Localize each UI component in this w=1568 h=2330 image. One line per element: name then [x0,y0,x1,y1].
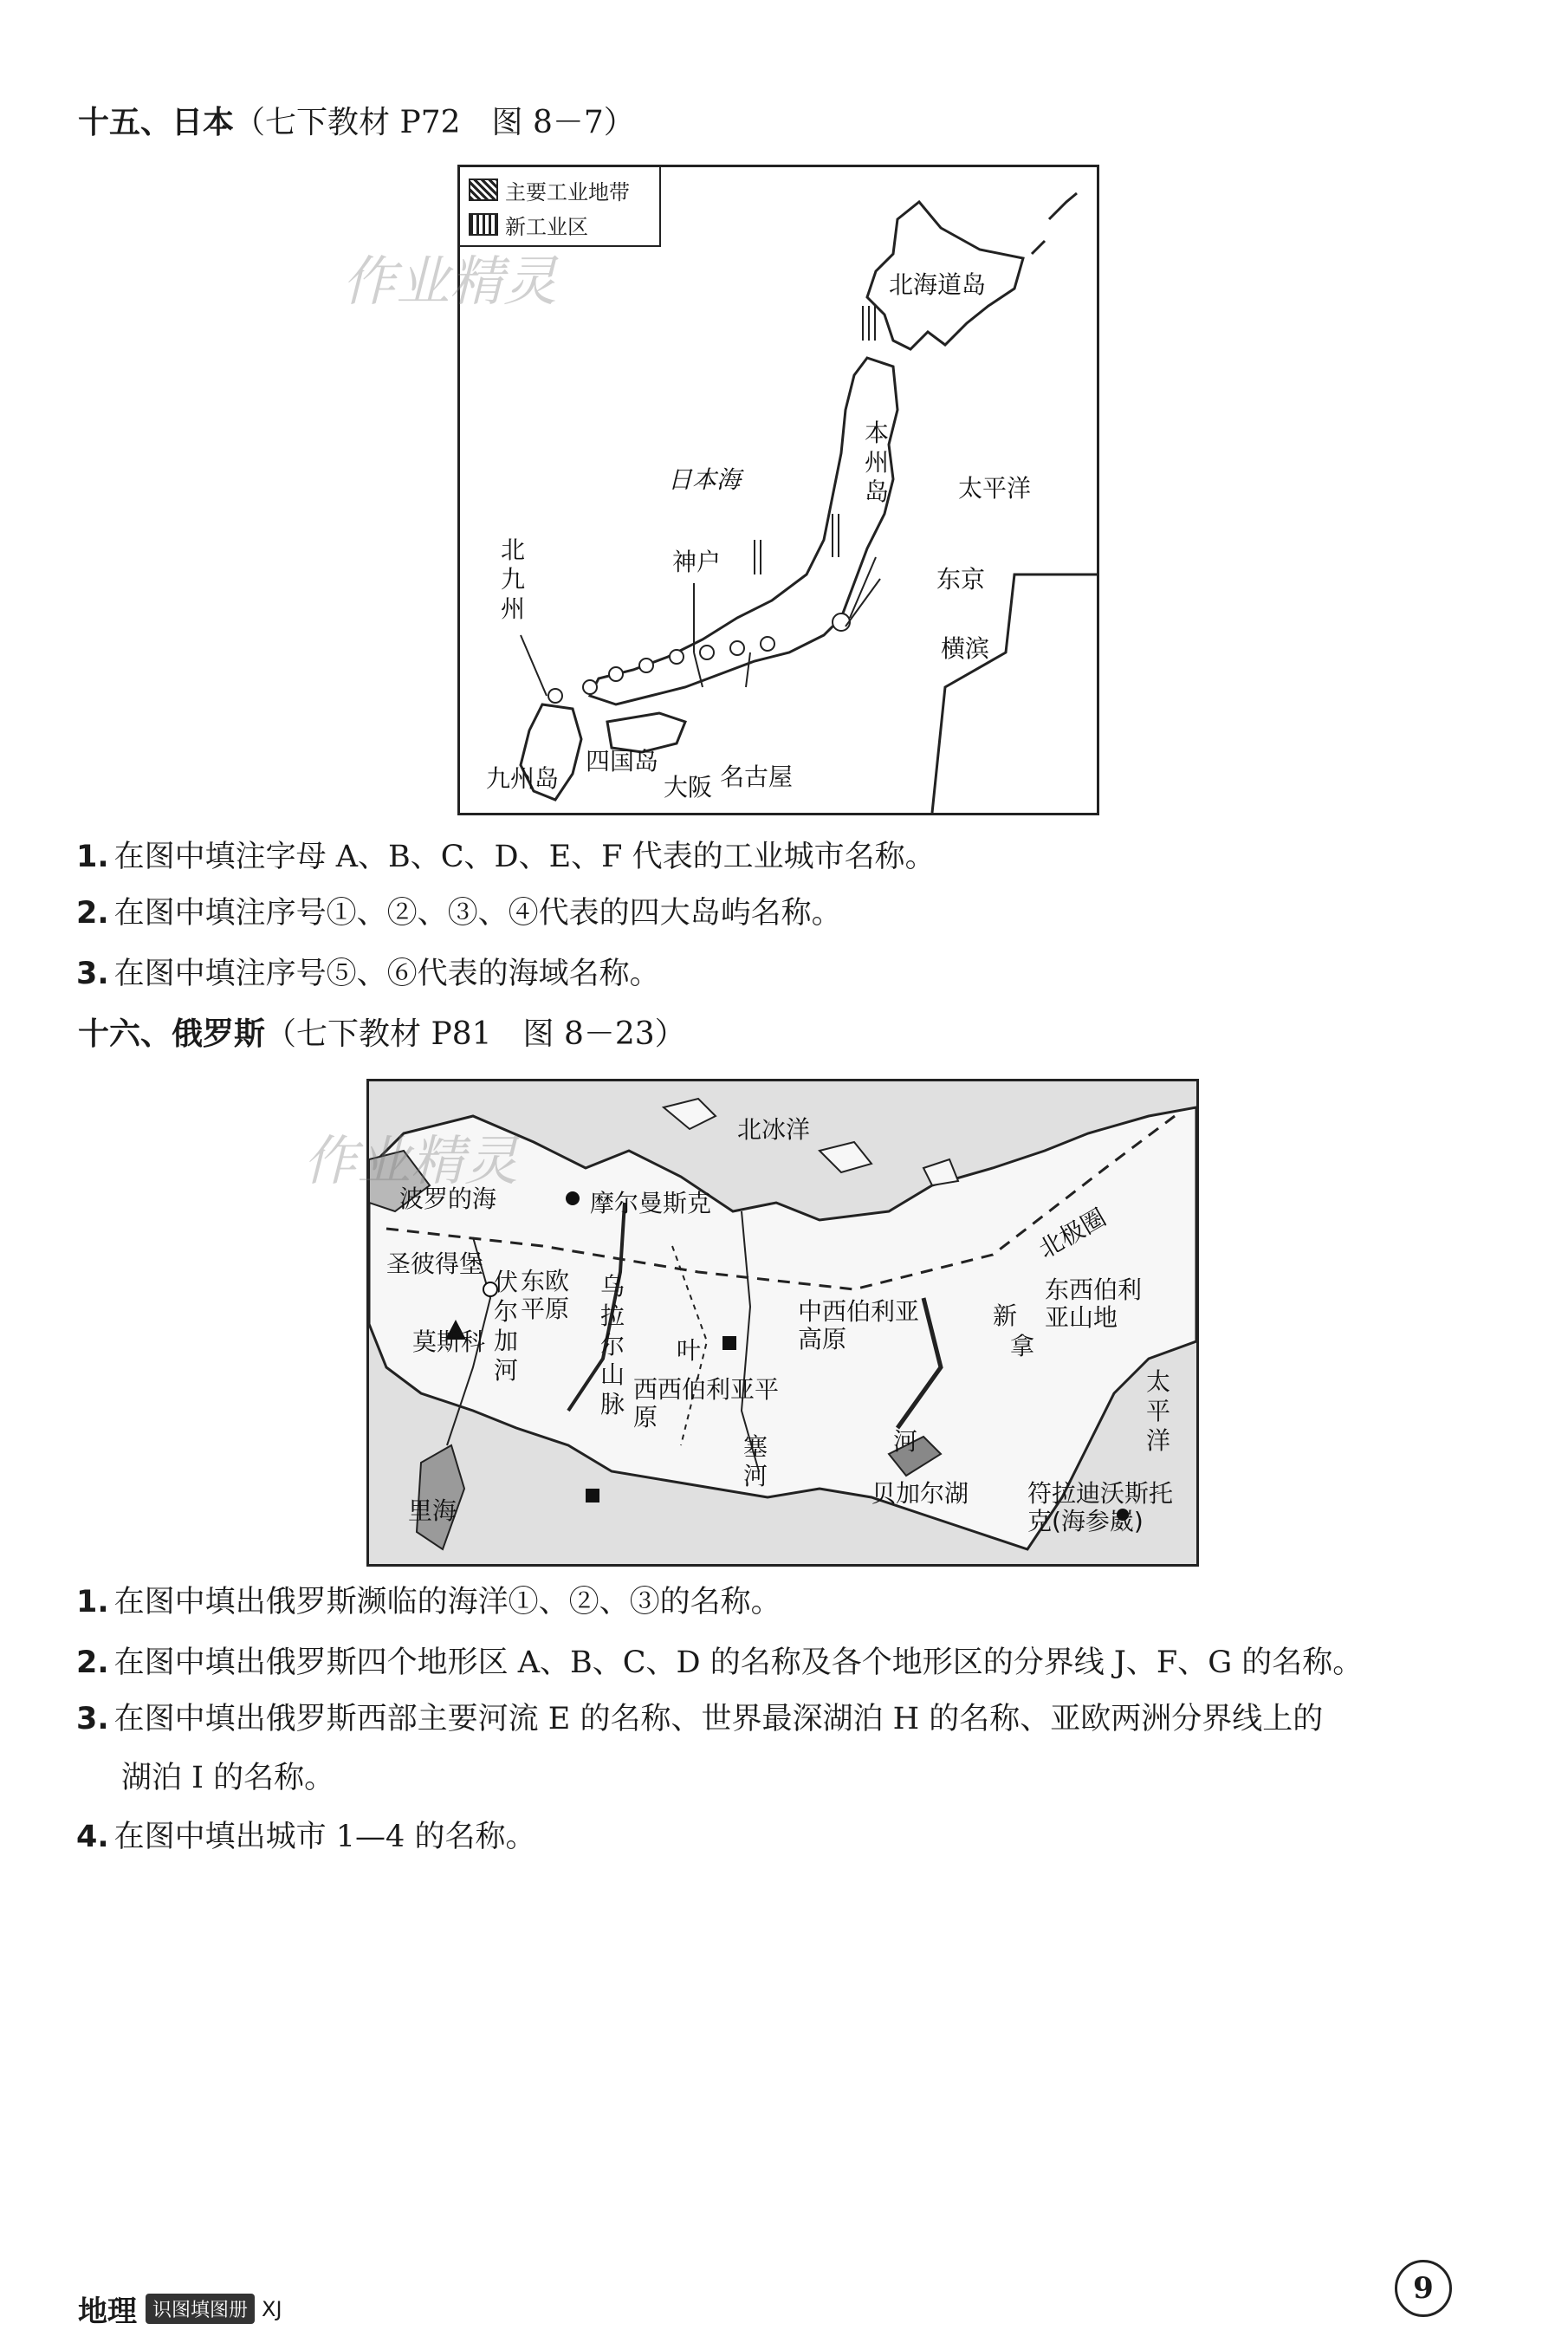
label-arctic-circle: 北极圈 [1033,1203,1111,1264]
question-text: 在图中填出城市 1—4 的名称。 [113,1820,536,1854]
label-east-european-plain: 东欧平原 [521,1267,570,1323]
label-hokkaido: 北海道岛 [889,270,987,299]
label-xin: 新 [993,1301,1018,1330]
russia-question-4 [76,1816,535,1858]
japan-question-2 [76,892,842,934]
label-central-siberian-plateau: 中西伯利亚高原 [798,1297,920,1353]
label-ural-mountains: 乌拉尔山脉 [599,1272,625,1418]
footer-book-title: 识图填图册 [146,2294,255,2324]
section-16-number: 十六、 [78,1016,172,1052]
label-caspian: 里海 [408,1496,457,1525]
footer-subject: 地理 [78,2294,137,2329]
question-number: 1. [76,840,109,874]
japan-question-3 [76,953,660,995]
watermark-1: 作业精灵 [342,250,558,313]
label-st-petersburg: 圣彼得堡 [386,1249,484,1278]
watermark-2: 作业精灵 [303,1129,519,1192]
label-pacific-japan: 太平洋 [958,474,1032,503]
label-moscow: 莫斯科 [412,1327,486,1356]
question-text: 在图中填出俄罗斯濒临的海洋①、②、③的名称。 [113,1585,781,1619]
section-15-number: 十五、 [78,105,172,140]
question-number: 1. [76,1585,109,1619]
label-shikoku: 四国岛 [586,747,659,776]
section-15-reference: （七下教材 P72 图 8－7） [234,105,635,140]
label-nagoya: 名古屋 [720,763,794,791]
legend-industrial-belt [469,174,630,205]
label-sai-river: 塞河 [742,1432,768,1490]
label-kobe: 神户 [672,548,722,576]
question-text: 在图中填注序号⑤、⑥代表的海域名称。 [113,957,660,991]
label-baltic-sea: 波罗的海 [399,1184,497,1213]
label-pacific-russia: 太平洋 [1145,1367,1170,1455]
section-16-title: 俄罗斯 [172,1016,266,1052]
section-16-heading [78,1014,686,1055]
russia-question-1 [76,1581,781,1623]
question-number: 2. [76,1645,109,1680]
question-text: 在图中填注字母 A、B、C、D、E、F 代表的工业城市名称。 [113,840,936,874]
question-text: 在图中填注序号①、②、③、④代表的四大岛屿名称。 [113,896,842,931]
label-arctic-ocean: 北冰洋 [737,1115,811,1144]
russia-question-2 [76,1642,1363,1684]
legend-new-industrial-area [469,209,588,240]
label-river-char: 河 [893,1427,918,1456]
label-west-siberian-plain: 西西伯利亚平原 [633,1375,780,1431]
label-na: 拿 [1010,1332,1035,1360]
question-number: 4. [76,1820,109,1854]
japan-map-legend [460,167,661,247]
label-tokyo: 东京 [936,565,986,594]
label-kitakyushu: 北九州 [500,535,525,623]
question-text: 在图中填出俄罗斯西部主要河流 E 的名称、世界最深湖泊 H 的名称、亚欧两洲分界线上的 [113,1702,1324,1736]
label-volga-river: 伏尔加河 [493,1268,518,1385]
section-15-heading [78,102,635,144]
japan-question-1 [76,836,936,878]
question-number: 2. [76,896,109,931]
label-baikal: 贝加尔湖 [871,1479,969,1508]
section-16-reference: （七下教材 P81 图 8－23） [265,1016,686,1052]
label-sea-of-japan: 日本海 [668,465,742,494]
question-text: 在图中填出俄罗斯四个地形区 A、B、C、D 的名称及各个地形区的分界线 J、F、G 的名称。 [113,1645,1364,1680]
footer-version: XJ [262,2296,282,2321]
label-murmansk: 摩尔曼斯克 [590,1189,712,1217]
legend-industrial-belt-label: 主要工业地带 [505,179,630,204]
russia-question-3 [76,1698,1323,1740]
label-yokohama: 横滨 [941,634,990,663]
label-osaka: 大阪 [664,773,713,802]
section-15-title: 日本 [172,105,235,140]
label-east-siberian-mountains: 东西伯利亚山地 [1045,1275,1143,1332]
legend-new-industrial-label: 新工业区 [505,214,588,239]
page-footer [78,2288,282,2330]
page-number: 9 [1395,2260,1452,2317]
russia-question-3-continued: 湖泊 I 的名称。 [121,1761,335,1795]
industrial-belt-swatch [469,178,498,201]
question-number: 3. [76,957,109,991]
label-vladivostok: 符拉迪沃斯托克(海参崴) [1027,1479,1174,1535]
label-ye: 叶 [677,1336,702,1365]
question-number: 3. [76,1702,109,1736]
label-kyushu: 九州岛 [486,764,560,793]
label-honshu: 本州岛 [864,419,889,506]
new-industrial-swatch [469,213,498,236]
